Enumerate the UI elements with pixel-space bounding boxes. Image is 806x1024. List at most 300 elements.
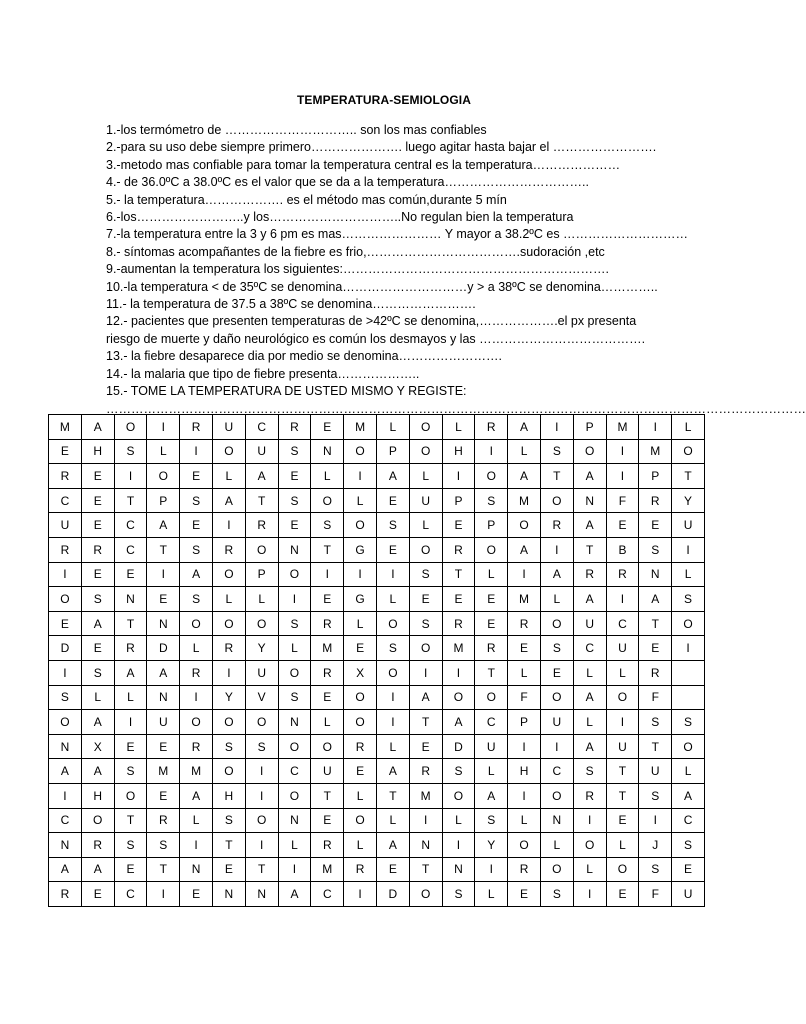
grid-cell: U: [606, 636, 639, 661]
grid-cell: E: [147, 734, 180, 759]
grid-cell: L: [344, 783, 377, 808]
grid-cell: L: [540, 833, 573, 858]
grid-cell: I: [508, 734, 541, 759]
grid-cell: R: [49, 537, 82, 562]
grid-cell: I: [147, 882, 180, 907]
grid-cell: N: [114, 587, 147, 612]
grid-cell: S: [245, 734, 278, 759]
grid-cell: U: [672, 882, 705, 907]
grid-cell: A: [212, 488, 245, 513]
grid-cell: A: [180, 562, 213, 587]
grid-row: [49, 660, 705, 685]
grid-cell: O: [606, 857, 639, 882]
grid-cell: P: [573, 415, 606, 440]
grid-cell: O: [180, 611, 213, 636]
grid-cell: T: [639, 734, 672, 759]
grid-cell: O: [212, 710, 245, 735]
grid-cell: N: [278, 808, 311, 833]
grid-cell: S: [180, 587, 213, 612]
grid-cell: I: [508, 783, 541, 808]
grid-cell: I: [278, 587, 311, 612]
grid-cell: I: [540, 537, 573, 562]
grid-cell: I: [672, 537, 705, 562]
grid-cell: O: [114, 783, 147, 808]
grid-cell: C: [114, 537, 147, 562]
grid-cell: U: [606, 734, 639, 759]
grid-cell: R: [475, 636, 508, 661]
grid-cell: A: [147, 513, 180, 538]
question-line: 13.- la fiebre desaparece dia por medio se denomina…………………….: [106, 349, 503, 364]
grid-cell: L: [475, 882, 508, 907]
grid-cell: N: [278, 537, 311, 562]
grid-cell: I: [606, 710, 639, 735]
grid-cell: A: [81, 710, 114, 735]
grid-cell: T: [311, 537, 344, 562]
grid-cell: S: [376, 636, 409, 661]
grid-cell: O: [344, 439, 377, 464]
grid-cell: N: [180, 857, 213, 882]
grid-cell: S: [672, 833, 705, 858]
grid-cell: I: [442, 660, 475, 685]
grid-cell: F: [606, 488, 639, 513]
grid-cell: E: [180, 513, 213, 538]
grid-cell: S: [311, 513, 344, 538]
grid-cell: C: [114, 513, 147, 538]
grid-cell: O: [540, 783, 573, 808]
grid-cell: R: [81, 537, 114, 562]
grid-cell: L: [672, 759, 705, 784]
grid-cell: O: [180, 710, 213, 735]
question-line: 15.- TOME LA TEMPERATURA DE USTED MISMO Y REGISTE:: [106, 384, 467, 399]
grid-cell: N: [442, 857, 475, 882]
grid-cell: A: [573, 734, 606, 759]
grid-row: [49, 783, 705, 808]
grid-cell: S: [114, 759, 147, 784]
grid-row: [49, 759, 705, 784]
grid-cell: E: [508, 882, 541, 907]
grid-cell: P: [442, 488, 475, 513]
grid-cell: S: [81, 660, 114, 685]
grid-cell: R: [344, 734, 377, 759]
grid-cell: C: [49, 488, 82, 513]
grid-cell: T: [606, 783, 639, 808]
question-line: 2.-para su uso debe siempre primero…………………. luego agitar hasta bajar el …………………….: [106, 140, 657, 155]
grid-cell: M: [508, 488, 541, 513]
grid-cell: E: [442, 587, 475, 612]
grid-cell: L: [508, 660, 541, 685]
grid-cell: I: [311, 562, 344, 587]
grid-cell: S: [639, 537, 672, 562]
grid-cell: O: [409, 882, 442, 907]
grid-cell: I: [540, 415, 573, 440]
grid-cell: O: [672, 611, 705, 636]
question-line: 6.-los……………………..y los…………………………..No regulan bien la temperatura: [106, 210, 574, 225]
grid-cell: R: [508, 857, 541, 882]
grid-cell: I: [672, 636, 705, 661]
grid-row: [49, 415, 705, 440]
grid-cell: L: [409, 464, 442, 489]
grid-cell: O: [212, 611, 245, 636]
grid-cell: R: [606, 562, 639, 587]
grid-cell: P: [376, 439, 409, 464]
grid-cell: R: [311, 833, 344, 858]
grid-cell: N: [540, 808, 573, 833]
grid-row: [49, 636, 705, 661]
grid-cell: L: [442, 415, 475, 440]
grid-cell: A: [376, 464, 409, 489]
grid-cell: I: [278, 857, 311, 882]
grid-cell: O: [540, 857, 573, 882]
grid-cell: F: [639, 882, 672, 907]
grid-cell: A: [376, 759, 409, 784]
grid-cell: A: [147, 660, 180, 685]
grid-cell: A: [508, 415, 541, 440]
grid-cell: I: [344, 464, 377, 489]
grid-cell: L: [344, 611, 377, 636]
grid-cell: L: [278, 636, 311, 661]
grid-cell: O: [376, 611, 409, 636]
grid-cell: U: [311, 759, 344, 784]
grid-cell: E: [376, 488, 409, 513]
question-line: 7.-la temperatura entre la 3 y 6 pm es mas…………………… Y mayor a 38.2ºC es …………………………: [106, 227, 689, 242]
grid-cell: I: [245, 759, 278, 784]
grid-cell: L: [376, 415, 409, 440]
grid-cell: B: [606, 537, 639, 562]
grid-cell: E: [311, 587, 344, 612]
word-search-grid: [48, 414, 705, 907]
grid-cell: L: [573, 710, 606, 735]
grid-cell: R: [442, 611, 475, 636]
grid-cell: A: [573, 513, 606, 538]
grid-cell: Y: [245, 636, 278, 661]
grid-cell: I: [606, 464, 639, 489]
grid-cell: X: [344, 660, 377, 685]
grid-cell: O: [344, 808, 377, 833]
grid-cell: [672, 685, 705, 710]
grid-cell: Y: [212, 685, 245, 710]
grid-cell: Y: [475, 833, 508, 858]
question-line: 11.- la temperatura de 37.5 a 38ºC se denomina…………………….: [106, 297, 476, 312]
grid-cell: R: [442, 537, 475, 562]
grid-cell: T: [639, 611, 672, 636]
grid-cell: O: [409, 636, 442, 661]
grid-cell: R: [278, 415, 311, 440]
grid-cell: O: [212, 562, 245, 587]
grid-cell: I: [639, 415, 672, 440]
grid-cell: E: [606, 882, 639, 907]
grid-cell: D: [376, 882, 409, 907]
grid-cell: S: [573, 759, 606, 784]
grid-cell: I: [409, 808, 442, 833]
question-line: 8.- síntomas acompañantes de la fiebre es frio,……………………………….sudoración ,etc: [106, 244, 605, 259]
grid-cell: S: [114, 439, 147, 464]
grid-cell: O: [672, 734, 705, 759]
grid-cell: S: [639, 783, 672, 808]
grid-cell: T: [606, 759, 639, 784]
grid-cell: P: [475, 513, 508, 538]
grid-cell: S: [540, 439, 573, 464]
grid-cell: N: [409, 833, 442, 858]
grid-cell: M: [147, 759, 180, 784]
grid-cell: E: [49, 439, 82, 464]
grid-cell: N: [278, 710, 311, 735]
question-line: 1.-los termómetro de ………………………….. son los mas confiables: [106, 123, 487, 137]
grid-cell: I: [508, 562, 541, 587]
grid-cell: E: [212, 857, 245, 882]
grid-cell: E: [114, 562, 147, 587]
grid-cell: I: [114, 710, 147, 735]
grid-cell: E: [180, 882, 213, 907]
grid-cell: I: [344, 882, 377, 907]
grid-cell: O: [409, 537, 442, 562]
grid-cell: R: [573, 562, 606, 587]
grid-cell: C: [573, 636, 606, 661]
grid-cell: A: [81, 857, 114, 882]
grid-cell: O: [147, 464, 180, 489]
grid-cell: R: [475, 415, 508, 440]
grid-cell: L: [475, 759, 508, 784]
grid-cell: O: [606, 685, 639, 710]
grid-cell: L: [344, 488, 377, 513]
grid-cell: O: [475, 464, 508, 489]
grid-cell: T: [409, 857, 442, 882]
grid-cell: I: [180, 833, 213, 858]
grid-cell: S: [278, 685, 311, 710]
grid-cell: S: [409, 611, 442, 636]
grid-cell: O: [278, 783, 311, 808]
grid-cell: E: [409, 587, 442, 612]
grid-cell: R: [245, 513, 278, 538]
grid-cell: A: [672, 783, 705, 808]
grid-cell: V: [245, 685, 278, 710]
grid-cell: M: [606, 415, 639, 440]
grid-cell: T: [147, 537, 180, 562]
grid-cell: E: [147, 783, 180, 808]
grid-cell: E: [376, 857, 409, 882]
grid-cell: A: [180, 783, 213, 808]
grid-cell: E: [442, 513, 475, 538]
grid-cell: E: [606, 513, 639, 538]
question-line: 3.-metodo mas confiable para tomar la temperatura central es la temperatura…………………: [106, 157, 621, 172]
grid-cell: E: [508, 636, 541, 661]
grid-cell: L: [672, 415, 705, 440]
grid-cell: E: [475, 587, 508, 612]
grid-cell: R: [180, 660, 213, 685]
grid-cell: A: [49, 759, 82, 784]
page-title: TEMPERATURA-SEMIOLOGIA: [297, 93, 471, 107]
grid-cell: O: [81, 808, 114, 833]
grid-cell: S: [376, 513, 409, 538]
grid-cell: O: [672, 439, 705, 464]
question-line: 5.- la temperatura………………. es el método mas común,durante 5 mín: [106, 192, 507, 207]
grid-cell: I: [212, 660, 245, 685]
grid-cell: A: [573, 464, 606, 489]
grid-cell: R: [212, 636, 245, 661]
grid-cell: O: [311, 488, 344, 513]
grid-cell: E: [81, 464, 114, 489]
grid-cell: O: [540, 611, 573, 636]
grid-cell: S: [212, 734, 245, 759]
grid-cell: S: [278, 611, 311, 636]
grid-cell: L: [606, 660, 639, 685]
grid-cell: O: [311, 734, 344, 759]
grid-cell: S: [639, 710, 672, 735]
grid-cell: I: [180, 685, 213, 710]
grid-cell: E: [81, 562, 114, 587]
grid-cell: S: [540, 636, 573, 661]
grid-cell: A: [508, 464, 541, 489]
grid-cell: S: [672, 710, 705, 735]
grid-cell: U: [245, 660, 278, 685]
grid-cell: H: [81, 439, 114, 464]
grid-cell: E: [311, 685, 344, 710]
grid-cell: O: [212, 759, 245, 784]
grid-cell: T: [376, 783, 409, 808]
grid-cell: L: [409, 513, 442, 538]
grid-cell: R: [508, 611, 541, 636]
grid-cell: A: [245, 464, 278, 489]
grid-cell: S: [49, 685, 82, 710]
grid-cell: R: [81, 833, 114, 858]
grid-cell: T: [114, 488, 147, 513]
grid-cell: A: [475, 783, 508, 808]
question-list: [106, 122, 806, 418]
grid-cell: U: [639, 759, 672, 784]
grid-cell: T: [475, 660, 508, 685]
grid-cell: A: [508, 537, 541, 562]
grid-cell: L: [606, 833, 639, 858]
grid-cell: O: [376, 660, 409, 685]
grid-cell: E: [311, 415, 344, 440]
grid-cell: L: [540, 587, 573, 612]
grid-cell: R: [344, 857, 377, 882]
grid-cell: E: [114, 857, 147, 882]
grid-cell: U: [147, 710, 180, 735]
question-line: 14.- la malaria que tipo de fiebre presenta………………..: [106, 366, 420, 381]
grid-cell: F: [508, 685, 541, 710]
grid-cell: S: [540, 882, 573, 907]
grid-cell: N: [49, 734, 82, 759]
grid-cell: U: [573, 611, 606, 636]
grid-cell: R: [573, 783, 606, 808]
grid-cell: E: [639, 513, 672, 538]
grid-cell: O: [114, 415, 147, 440]
grid-cell: O: [573, 833, 606, 858]
grid-cell: O: [245, 808, 278, 833]
grid-cell: I: [639, 808, 672, 833]
grid-cell: E: [475, 611, 508, 636]
grid-cell: H: [508, 759, 541, 784]
grid-cell: G: [344, 537, 377, 562]
grid-cell: O: [245, 611, 278, 636]
grid-cell: S: [81, 587, 114, 612]
grid-cell: A: [81, 415, 114, 440]
grid-cell: L: [311, 710, 344, 735]
grid-row: [49, 488, 705, 513]
grid-cell: F: [639, 685, 672, 710]
grid-cell: S: [114, 833, 147, 858]
grid-cell: T: [147, 857, 180, 882]
grid-cell: O: [344, 685, 377, 710]
grid-cell: O: [245, 537, 278, 562]
grid-cell: M: [508, 587, 541, 612]
grid-cell: H: [212, 783, 245, 808]
grid-cell: C: [245, 415, 278, 440]
grid-cell: C: [475, 710, 508, 735]
grid-cell: H: [81, 783, 114, 808]
grid-cell: O: [409, 439, 442, 464]
grid-cell: S: [147, 833, 180, 858]
grid-cell: L: [212, 464, 245, 489]
grid-row: [49, 562, 705, 587]
grid-cell: L: [147, 439, 180, 464]
grid-cell: R: [180, 734, 213, 759]
grid-cell: E: [278, 513, 311, 538]
grid-row: [49, 537, 705, 562]
grid-cell: A: [49, 857, 82, 882]
grid-cell: O: [49, 710, 82, 735]
grid-row: [49, 833, 705, 858]
grid-cell: S: [180, 537, 213, 562]
grid-cell: I: [376, 562, 409, 587]
grid-cell: I: [180, 439, 213, 464]
grid-cell: N: [639, 562, 672, 587]
grid-cell: R: [49, 882, 82, 907]
grid-cell: U: [409, 488, 442, 513]
grid-cell: L: [311, 464, 344, 489]
grid-cell: E: [147, 587, 180, 612]
grid-cell: M: [409, 783, 442, 808]
grid-cell: I: [49, 660, 82, 685]
grid-cell: I: [114, 464, 147, 489]
grid-cell: S: [278, 488, 311, 513]
grid-cell: U: [672, 513, 705, 538]
grid-row: [49, 513, 705, 538]
grid-cell: C: [114, 882, 147, 907]
grid-row: [49, 439, 705, 464]
grid-cell: R: [114, 636, 147, 661]
grid-cell: I: [540, 734, 573, 759]
grid-cell: N: [212, 882, 245, 907]
grid-cell: N: [245, 882, 278, 907]
grid-cell: C: [49, 808, 82, 833]
grid-cell: S: [180, 488, 213, 513]
grid-cell: T: [540, 464, 573, 489]
grid-cell: T: [409, 710, 442, 735]
grid-cell: O: [508, 833, 541, 858]
grid-cell: E: [81, 513, 114, 538]
grid-cell: N: [147, 611, 180, 636]
grid-cell: A: [114, 660, 147, 685]
grid-cell: R: [639, 488, 672, 513]
question-line: 4.- de 36.0ºC a 38.0ºC es el valor que se da a la temperatura……………………………..: [106, 175, 589, 190]
grid-cell: L: [376, 808, 409, 833]
grid-cell: G: [344, 587, 377, 612]
grid-cell: E: [672, 857, 705, 882]
grid-cell: E: [540, 660, 573, 685]
grid-cell: M: [49, 415, 82, 440]
grid-cell: I: [245, 833, 278, 858]
grid-cell: M: [180, 759, 213, 784]
grid-cell: L: [573, 857, 606, 882]
grid-row: [49, 587, 705, 612]
grid-cell: L: [180, 808, 213, 833]
grid-cell: R: [311, 660, 344, 685]
grid-cell: C: [311, 882, 344, 907]
grid-cell: D: [49, 636, 82, 661]
grid-cell: E: [606, 808, 639, 833]
grid-cell: I: [147, 415, 180, 440]
